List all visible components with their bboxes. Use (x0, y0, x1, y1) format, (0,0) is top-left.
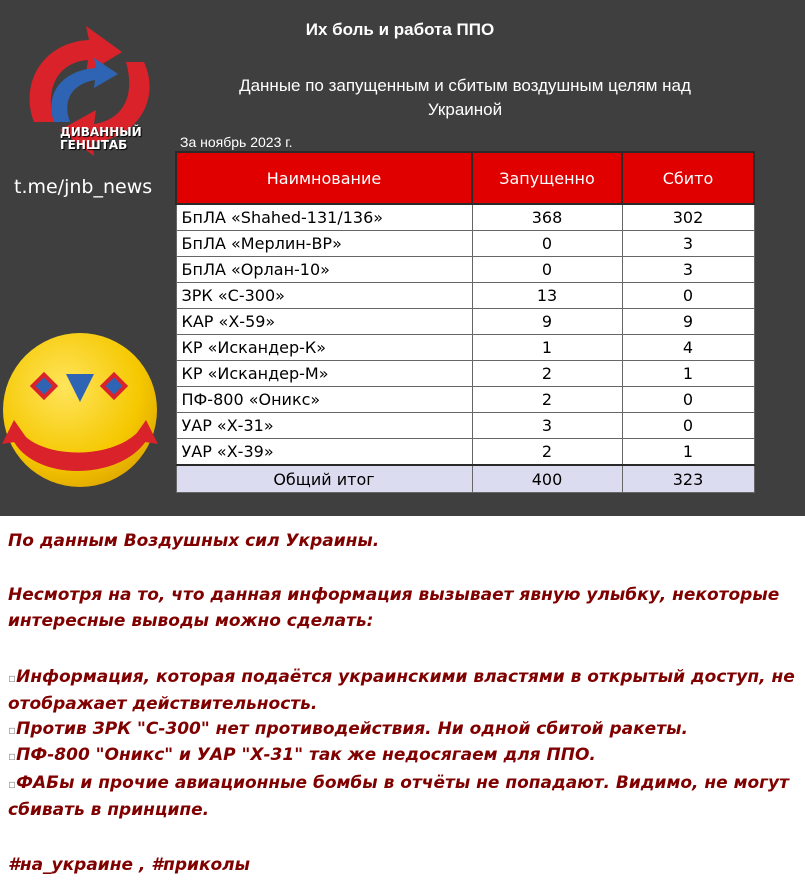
post-point-text: Информация, которая подаётся украинскими властями в открытый доступ, не отображает действительность. (8, 667, 795, 714)
table-total-row (176, 465, 754, 493)
row-shot: 0 (622, 283, 754, 309)
row-name: ЗРК «С-300» (176, 283, 472, 309)
post-text (0, 516, 805, 889)
row-launched: 0 (472, 231, 622, 257)
row-name: УАР «Х-31» (176, 413, 472, 439)
table-row (176, 361, 754, 387)
row-shot: 0 (622, 387, 754, 413)
row-shot: 1 (622, 361, 754, 387)
row-name: УАР «Х-39» (176, 439, 472, 466)
bullet-icon: ▫ (8, 723, 17, 737)
table-row (176, 204, 754, 231)
table-row (176, 257, 754, 283)
row-launched: 2 (472, 361, 622, 387)
row-shot: 3 (622, 231, 754, 257)
post-point (8, 716, 798, 743)
row-name: КР «Искандер-К» (176, 335, 472, 361)
row-launched: 3 (472, 413, 622, 439)
post-point (8, 770, 798, 823)
row-shot: 0 (622, 413, 754, 439)
page-subtitle: Данные по запущенным и сбитым воздушным целям над Украиной (239, 76, 691, 119)
row-shot: 1 (622, 439, 754, 466)
row-name: КР «Искандер-М» (176, 361, 472, 387)
post-source: По данным Воздушных сил Украины. (8, 531, 380, 551)
bullet-icon: ▫ (8, 749, 17, 763)
post-point (8, 664, 798, 717)
row-launched: 1 (472, 335, 622, 361)
post-point (8, 742, 798, 769)
row-shot: 3 (622, 257, 754, 283)
row-launched: 13 (472, 283, 622, 309)
total-shot: 323 (622, 465, 754, 493)
table-header-row (176, 152, 754, 204)
logo-line-1: ДИВАННЫЙ (60, 125, 142, 139)
row-shot: 302 (622, 204, 754, 231)
row-launched: 368 (472, 204, 622, 231)
table-row (176, 283, 754, 309)
post-point-text: Против ЗРК "С-300" нет противодействия. Ни одной сбитой ракеты. (16, 719, 688, 739)
table-row (176, 335, 754, 361)
row-launched: 9 (472, 309, 622, 335)
table-row (176, 309, 754, 335)
row-name: ПФ-800 «Оникс» (176, 387, 472, 413)
bullet-icon: ▫ (8, 777, 17, 791)
channel-link[interactable]: t.me/jnb_news (14, 176, 153, 198)
row-shot: 4 (622, 335, 754, 361)
table-row (176, 439, 754, 466)
table-row (176, 387, 754, 413)
row-shot: 9 (622, 309, 754, 335)
page-title: Их боль и работа ППО (305, 20, 495, 39)
post-tags[interactable]: #на_украине , #приколы (8, 855, 250, 875)
targets-table (175, 151, 755, 493)
logo-text (60, 126, 142, 152)
period-label: За ноябрь 2023 г. (180, 134, 293, 150)
post-intro: Несмотря на то, что данная информация вызывает явную улыбку, некоторые интересные выводы можно сделать: (8, 585, 780, 631)
row-name: БпЛА «Мерлин-ВР» (176, 231, 472, 257)
header-shot: Сбито (622, 152, 754, 204)
header-name: Наимнование (176, 152, 472, 204)
table-row (176, 413, 754, 439)
table-row (176, 231, 754, 257)
bullet-icon: ▫ (8, 671, 17, 685)
total-name: Общий итог (176, 465, 472, 493)
post-point-text: ПФ-800 "Оникс" и УАР "Х-31" так же недосягаем для ППО. (16, 745, 596, 765)
data-table-wrapper (175, 151, 753, 493)
row-name: БпЛА «Shahed-131/136» (176, 204, 472, 231)
row-name: КАР «Х-59» (176, 309, 472, 335)
row-launched: 2 (472, 387, 622, 413)
smiley-logo-icon (2, 332, 158, 488)
post-point-text: ФАБы и прочие авиационные бомбы в отчёты не попадают. Видимо, не могут сбивать в принципе. (8, 773, 789, 820)
row-launched: 0 (472, 257, 622, 283)
total-launched: 400 (472, 465, 622, 493)
header-launched: Запущенно (472, 152, 622, 204)
logo-line-2: ГЕНШТАБ (60, 138, 128, 152)
row-launched: 2 (472, 439, 622, 466)
row-name: БпЛА «Орлан-10» (176, 257, 472, 283)
